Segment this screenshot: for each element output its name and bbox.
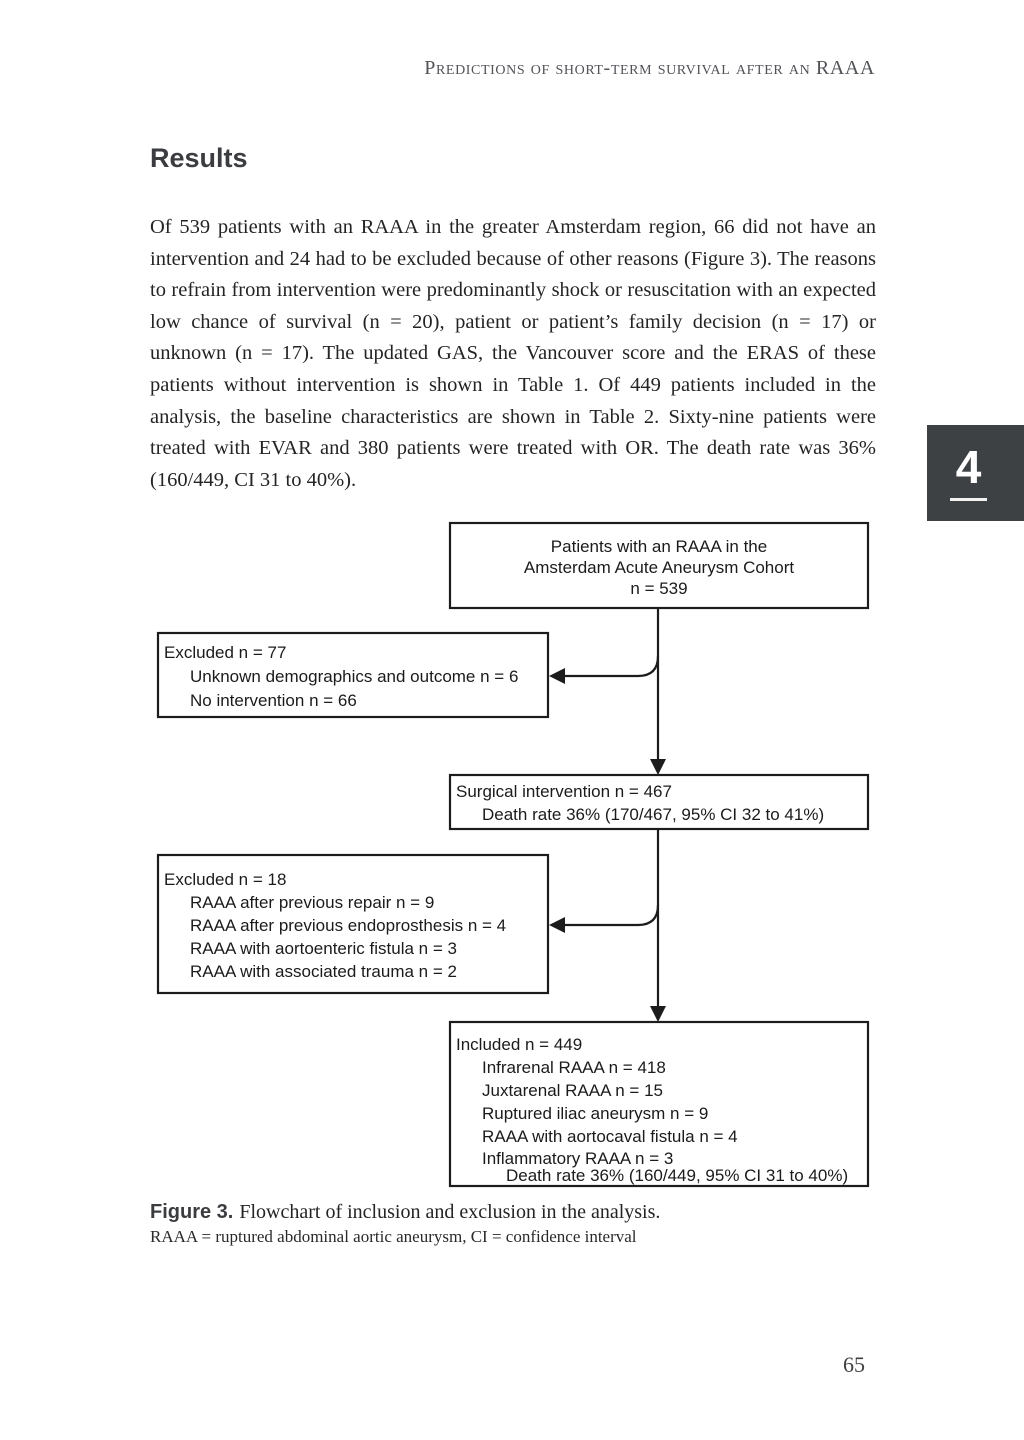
node-excluded-second-line: RAAA after previous repair n = 9	[190, 893, 435, 912]
node-included-line: Ruptured iliac aneurysm n = 9	[482, 1104, 709, 1123]
node-surgical-line: Surgical intervention n = 467	[456, 782, 672, 801]
node-included-line: Death rate 36% (160/449, 95% CI 31 to 40%)	[506, 1166, 849, 1185]
arrow-branch-excluded-second-line	[564, 905, 658, 925]
node-excluded-second-line: Excluded n = 18	[164, 870, 287, 889]
arrow-branch-excluded-second-head	[549, 917, 565, 933]
node-surgical-line: Death rate 36% (170/467, 95% CI 32 to 41%)	[482, 805, 825, 824]
chapter-tab	[927, 425, 1024, 521]
node-cohort-line: n = 539	[630, 579, 688, 598]
section-title: Results	[150, 143, 248, 173]
running-head: Predictions of short-term survival after an RAAA	[424, 57, 875, 79]
node-included-line: Infrarenal RAAA n = 418	[482, 1058, 666, 1077]
figure-flowchart	[150, 512, 878, 1202]
node-excluded-first-line: Excluded n = 77	[164, 643, 287, 662]
chapter-number: 4	[955, 441, 982, 493]
figure-caption-abbreviations: RAAA = ruptured abdominal aortic aneurysm, CI = confidence interval	[150, 1227, 637, 1246]
node-included-line: RAAA with aortocaval fistula n = 4	[482, 1127, 738, 1146]
node-excluded-second-line: RAAA with associated trauma n = 2	[190, 962, 457, 981]
node-included-line: Inflammatory RAAA n = 3	[482, 1149, 674, 1168]
node-excluded-second-line: RAAA after previous endoprosthesis n = 4	[190, 916, 507, 935]
node-included-line: Juxtarenal RAAA n = 15	[482, 1081, 663, 1100]
figure-caption-text: Flowchart of inclusion and exclusion in the analysis.	[239, 1201, 661, 1223]
figure-caption-label: Figure 3.	[150, 1201, 234, 1223]
arrow-surgical-to-included-head	[650, 1006, 666, 1022]
figure-caption	[150, 1201, 890, 1247]
node-excluded-first-line: No intervention n = 66	[190, 691, 357, 710]
arrow-branch-excluded-first-head	[549, 668, 565, 684]
arrow-branch-excluded-first-line	[564, 656, 658, 676]
page-number: 65	[843, 1352, 865, 1377]
arrow-cohort-to-surgical-head	[650, 759, 666, 775]
node-excluded-first-line: Unknown demographics and outcome n = 6	[190, 667, 519, 686]
node-cohort-line: Amsterdam Acute Aneurysm Cohort	[523, 558, 795, 577]
node-included-line: Included n = 449	[456, 1035, 583, 1054]
body-paragraph: Of 539 patients with an RAAA in the greater Amsterdam region, 66 did not have an intervention and 24 had to be excluded because of other reasons (Figure 3). The reasons to refrain from intervention were predominantly shock or resuscitation with an expected low chance of survival (n = 20), patient or patient’s family decision (n = 17) or unknown (n = 17). The updated GAS, the Vancouver score and the ERAS of these patients without intervention is shown in Table 1. Of 449 patients included in the analysis, the baseline characteristics are shown in Table 2. Sixty-nine patients were treated with EVAR and 380 patients were treated with OR. The death rate was 36% (160/449, CI 31 to 40%).	[150, 216, 876, 491]
node-cohort-line: Patients with an RAAA in the	[550, 537, 768, 556]
node-excluded-second-line: RAAA with aortoenteric fistula n = 3	[190, 939, 457, 958]
chapter-tab-underline	[950, 498, 987, 501]
